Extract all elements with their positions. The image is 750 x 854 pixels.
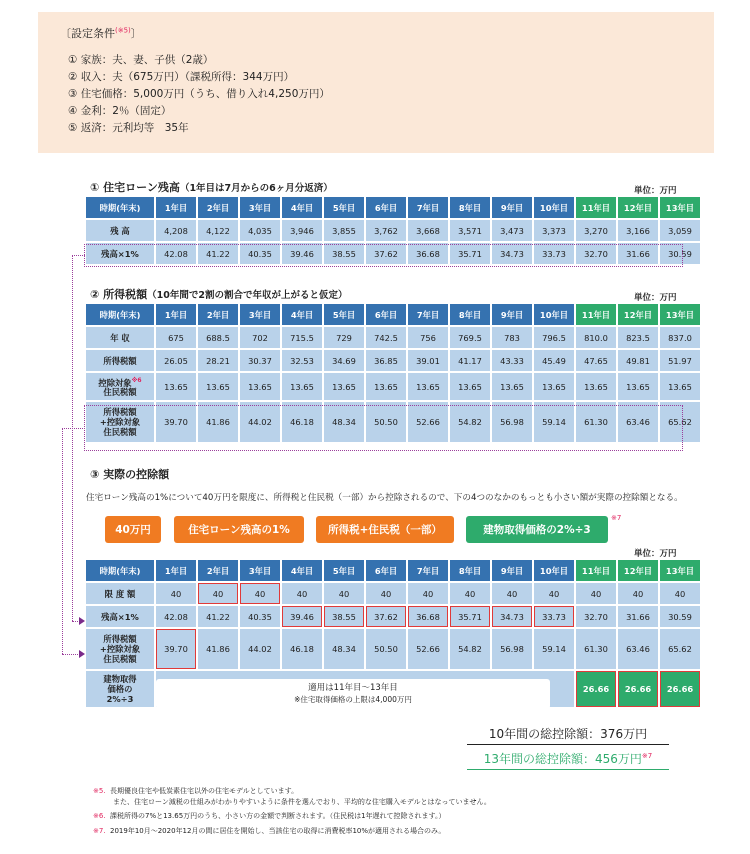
value-cell: 34.69 [324,350,364,371]
year-header-row [86,560,700,581]
row-label: 所得税額 +控除対象 住民税額 [86,629,154,669]
value-cell: 26.05 [156,350,196,371]
year-header: 12年目 [618,560,658,581]
value-cell: 810.0 [576,327,616,348]
year-header: 12年目 [618,304,658,325]
value-cell: 44.02 [240,629,280,669]
value-cell: 65.62 [660,629,700,669]
value-cell: 39.46 [282,243,322,264]
value-cell: 32.70 [576,243,616,264]
value-cell: 40 [240,583,280,604]
year-header: 6年目 [366,560,406,581]
year-header: 8年目 [450,197,490,218]
value-cell: 796.5 [534,327,574,348]
table-row [86,350,700,371]
condition-item: ② 収入：夫（675万円）（課税所得：344万円） [68,71,295,83]
value-cell: 39.70 [156,402,196,442]
year-header: 11年目 [576,560,616,581]
value-cell: 38.55 [324,243,364,264]
value-cell: 42.08 [156,243,196,264]
year-header: 10年目 [534,560,574,581]
connector-line [72,255,73,621]
value-cell: 59.14 [534,402,574,442]
row-label: 所得税額 [86,350,154,371]
value-cell: 13.65 [198,373,238,400]
value-cell: 4,122 [198,220,238,241]
building-deduction-cell: 26.66 [660,671,700,707]
value-cell: 56.98 [492,629,532,669]
year-header: 3年目 [240,560,280,581]
connector-line [72,255,85,256]
value-cell: 36.85 [366,350,406,371]
value-cell: 13.65 [660,373,700,400]
conditions-list [68,52,330,137]
pill-loan-1pct: 住宅ローン残高の1% [174,516,304,543]
unit-label: 単位：万円 [634,293,677,303]
year-header: 3年目 [240,197,280,218]
value-cell: 63.46 [618,402,658,442]
value-cell: 36.68 [408,243,448,264]
value-cell: 13.65 [618,373,658,400]
applicability-note: 適用は11年目～13年目 ※住宅取得価格の上限は4,000万円 [156,679,550,709]
condition-item: ③ 住宅価格：5,000万円（うち、借り入れ4,250万円） [68,88,330,100]
value-cell: 40.35 [240,606,280,627]
value-cell: 688.5 [198,327,238,348]
value-cell: 40 [450,583,490,604]
value-cell: 61.30 [576,629,616,669]
value-cell: 41.17 [450,350,490,371]
building-deduction-cell: 26.66 [576,671,616,707]
year-header: 7年目 [408,304,448,325]
year-header: 2年目 [198,560,238,581]
value-cell: 3,946 [282,220,322,241]
value-cell: 44.02 [240,402,280,442]
value-cell: 769.5 [450,327,490,348]
value-cell: 3,373 [534,220,574,241]
value-cell: 742.5 [366,327,406,348]
conditions-box [38,12,714,153]
value-cell: 3,270 [576,220,616,241]
value-cell: 46.18 [282,402,322,442]
section3-description: 住宅ローン残高の1%について40万円を限度に、所得税と住民税（一部）から控除されるので、下の4つのなかのもっとも小さい額が実際の控除額となる。 [86,493,683,503]
footnote-5-cont: また、住宅ローン減税の仕組みがわかりやすいように条件を選んでおり、平均的な住宅購入モデルとはなっていません。 [113,798,491,806]
value-cell: 729 [324,327,364,348]
year-header: 1年目 [156,560,196,581]
value-cell: 39.70 [156,629,196,669]
period-header: 時期(年末) [86,197,154,218]
year-header: 1年目 [156,304,196,325]
year-header: 13年目 [660,304,700,325]
year-header: 5年目 [324,304,364,325]
value-cell: 40 [534,583,574,604]
value-cell: 3,855 [324,220,364,241]
value-cell: 30.59 [660,606,700,627]
value-cell: 37.62 [366,606,406,627]
year-header-row [86,304,700,325]
row-label: 所得税額 +控除対象 住民税額 [86,402,154,442]
pill-40man: 40万円 [105,516,161,543]
year-header: 8年目 [450,304,490,325]
value-cell: 4,208 [156,220,196,241]
value-cell: 13.65 [324,373,364,400]
value-cell: 13.65 [408,373,448,400]
total-10-years: 10年間の総控除額：376万円 [467,725,669,745]
year-header: 4年目 [282,560,322,581]
row-label: 残高×1% [86,243,154,264]
year-header: 4年目 [282,197,322,218]
value-cell: 65.62 [660,402,700,442]
footnote-5: ※5. 長期優良住宅や低炭素住宅以外の住宅モデルとしています。 [93,787,299,795]
value-cell: 3,571 [450,220,490,241]
footnote-7: ※7. 2019年10月～2020年12月の間に居住を開始し、当該住宅の取得に消費税率10%が適用される場合のみ。 [93,827,446,835]
table-row [86,327,700,348]
value-cell: 40 [408,583,448,604]
value-cell: 54.82 [450,629,490,669]
year-header: 6年目 [366,304,406,325]
row-label: 控除対象$^{※6}$ 住民税額 [86,373,154,400]
value-cell: 61.30 [576,402,616,442]
value-cell: 47.65 [576,350,616,371]
row-label: 限 度 額 [86,583,154,604]
table-row [86,220,700,241]
year-header: 9年目 [492,197,532,218]
row-label: 残高×1% [86,606,154,627]
value-cell: 41.22 [198,243,238,264]
value-cell: 41.86 [198,629,238,669]
pill-note: ※7 [611,514,622,522]
row-label: 年 収 [86,327,154,348]
year-header: 13年目 [660,560,700,581]
value-cell: 40 [492,583,532,604]
connector-line [62,654,80,655]
value-cell: 32.53 [282,350,322,371]
table-row [86,583,700,604]
value-cell: 56.98 [492,402,532,442]
table-row [86,373,700,400]
value-cell: 59.14 [534,629,574,669]
value-cell: 30.59 [660,243,700,264]
value-cell: 41.22 [198,606,238,627]
year-header: 4年目 [282,304,322,325]
tax-sum-highlight [84,405,683,451]
value-cell: 30.37 [240,350,280,371]
pill-income-resident-tax: 所得税+住民税（一部） [316,516,454,543]
value-cell: 3,668 [408,220,448,241]
year-header: 5年目 [324,197,364,218]
value-cell: 48.34 [324,402,364,442]
value-cell: 823.5 [618,327,658,348]
year-header: 10年目 [534,304,574,325]
value-cell: 28.21 [198,350,238,371]
year-header: 6年目 [366,197,406,218]
value-cell: 675 [156,327,196,348]
value-cell: 40 [282,583,322,604]
condition-item: ④ 金利：2％（固定） [68,105,172,117]
table-row [86,606,700,627]
value-cell: 40 [324,583,364,604]
value-cell: 35.71 [450,243,490,264]
balance-1pct-highlight [84,244,683,267]
value-cell: 33.73 [534,606,574,627]
value-cell: 13.65 [576,373,616,400]
value-cell: 13.65 [366,373,406,400]
value-cell: 39.46 [282,606,322,627]
value-cell: 51.97 [660,350,700,371]
unit-label: 単位：万円 [634,186,677,196]
value-cell: 702 [240,327,280,348]
value-cell: 41.86 [198,402,238,442]
value-cell: 35.71 [450,606,490,627]
value-cell: 34.73 [492,606,532,627]
value-cell: 837.0 [660,327,700,348]
value-cell: 42.08 [156,606,196,627]
value-cell: 46.18 [282,629,322,669]
year-header: 2年目 [198,304,238,325]
value-cell: 4,035 [240,220,280,241]
value-cell: 39.01 [408,350,448,371]
value-cell: 40 [156,583,196,604]
value-cell: 54.82 [450,402,490,442]
section3-title: ③ 実際の控除額 [90,468,170,481]
value-cell: 783 [492,327,532,348]
unit-label: 単位：万円 [634,549,677,559]
year-header: 8年目 [450,560,490,581]
year-header: 2年目 [198,197,238,218]
period-header: 時期(年末) [86,304,154,325]
value-cell: 40.35 [240,243,280,264]
value-cell: 34.73 [492,243,532,264]
value-cell: 3,059 [660,220,700,241]
value-cell: 13.65 [492,373,532,400]
value-cell: 13.65 [156,373,196,400]
year-header: 7年目 [408,197,448,218]
value-cell: 52.66 [408,629,448,669]
year-header: 3年目 [240,304,280,325]
pill-building-price: 建物取得価格の2%÷3 [466,516,608,543]
year-header: 5年目 [324,560,364,581]
table-row [86,629,700,669]
footnote-6: ※6. 課税所得の7%と13.65万円のうち、小さい方の金額で判断されます。（住民税は1年遅れて控除されます。） [93,812,446,820]
value-cell: 40 [618,583,658,604]
condition-item: ① 家族：夫、妻、子供（2歳） [68,54,214,66]
value-cell: 40 [660,583,700,604]
value-cell: 40 [366,583,406,604]
connector-line [62,428,63,654]
section1-title: ① 住宅ローン残高（1年目は7月からの6ヶ月分返済） [90,181,333,194]
year-header: 10年目 [534,197,574,218]
period-header: 時期(年末) [86,560,154,581]
value-cell: 13.65 [450,373,490,400]
year-header-row [86,197,700,218]
year-header: 11年目 [576,197,616,218]
year-header: 7年目 [408,560,448,581]
value-cell: 13.65 [282,373,322,400]
value-cell: 36.68 [408,606,448,627]
conditions-heading: 〔設定条件$^{(※5)}$〕 [60,26,142,40]
value-cell: 13.65 [240,373,280,400]
value-cell: 3,166 [618,220,658,241]
arrow-icon [79,617,85,625]
value-cell: 756 [408,327,448,348]
value-cell: 40 [576,583,616,604]
value-cell: 38.55 [324,606,364,627]
section2-title: ② 所得税額（10年間で2割の割合で年収が上がると仮定） [90,288,348,301]
total-13-years: 13年間の総控除額：456万円$^{※7}$ [467,750,669,770]
value-cell: 3,473 [492,220,532,241]
year-header: 9年目 [492,560,532,581]
year-header: 9年目 [492,304,532,325]
value-cell: 3,762 [366,220,406,241]
value-cell: 32.70 [576,606,616,627]
building-deduction-cell: 26.66 [618,671,658,707]
year-header: 11年目 [576,304,616,325]
value-cell: 50.50 [366,402,406,442]
row-label: 残 高 [86,220,154,241]
year-header: 12年目 [618,197,658,218]
arrow-icon [79,650,85,658]
year-header: 1年目 [156,197,196,218]
row-label: 建物取得 価格の 2%÷3 [86,671,154,707]
value-cell: 49.81 [618,350,658,371]
value-cell: 13.65 [534,373,574,400]
condition-item: ⑤ 返済：元利均等 35年 [68,122,189,134]
value-cell: 40 [198,583,238,604]
year-header: 13年目 [660,197,700,218]
value-cell: 31.66 [618,243,658,264]
value-cell: 715.5 [282,327,322,348]
value-cell: 43.33 [492,350,532,371]
value-cell: 48.34 [324,629,364,669]
value-cell: 37.62 [366,243,406,264]
connector-line [62,428,85,429]
value-cell: 33.73 [534,243,574,264]
value-cell: 50.50 [366,629,406,669]
value-cell: 63.46 [618,629,658,669]
value-cell: 45.49 [534,350,574,371]
value-cell: 31.66 [618,606,658,627]
value-cell: 52.66 [408,402,448,442]
